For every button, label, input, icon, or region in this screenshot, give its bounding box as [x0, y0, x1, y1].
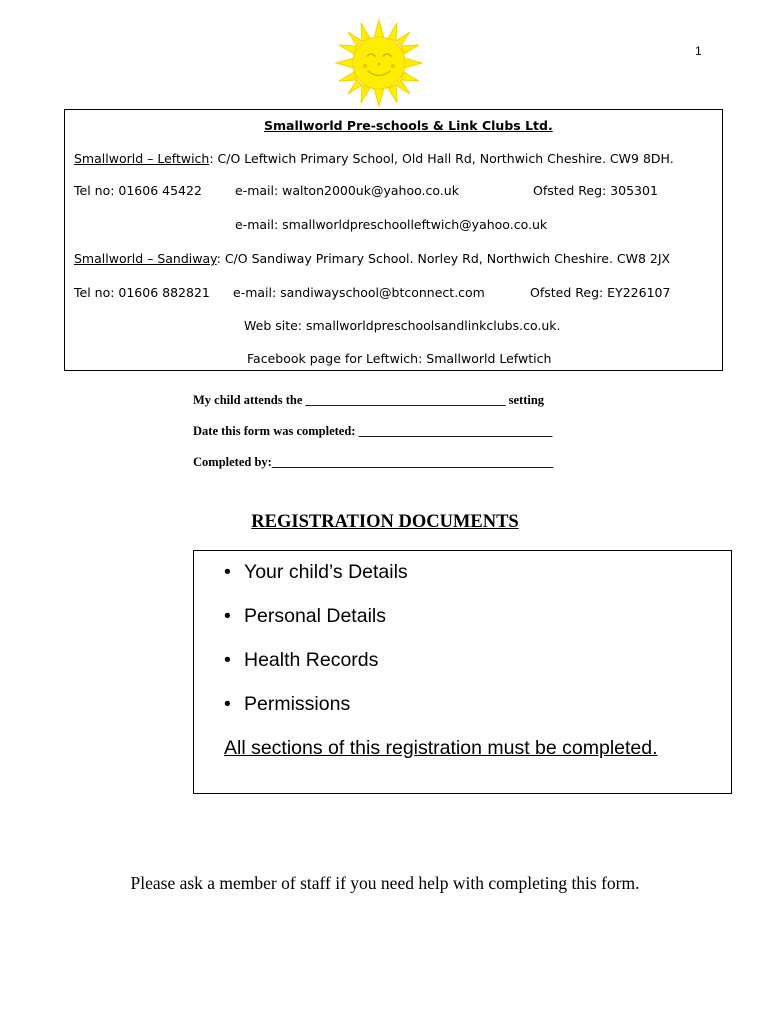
- bullet-icon: •: [224, 605, 231, 627]
- sandiway-ofsted: Ofsted Reg: EY226107: [530, 285, 671, 300]
- page-number: 1: [695, 44, 702, 58]
- contact-details-box: [64, 109, 723, 371]
- bullet-icon: •: [224, 693, 231, 715]
- list-item-label: Personal Details: [244, 605, 386, 627]
- leftwich-email-2: e-mail: smallworldpreschoolleftwich@yahoo.co.uk: [235, 217, 548, 232]
- list-item-label: Permissions: [244, 693, 351, 715]
- sandiway-tel: Tel no: 01606 882821: [74, 285, 210, 300]
- facebook-page: Facebook page for Leftwich: Smallworld Lefwtich: [247, 351, 552, 366]
- sandiway-address-line: [74, 251, 670, 266]
- date-completed-field-line[interactable]: Date this form was completed: _______________________________: [193, 424, 553, 438]
- bullet-icon: •: [224, 649, 231, 671]
- completed-by-field-line[interactable]: Completed by:_____________________________________________: [193, 455, 554, 469]
- leftwich-name: Smallworld – Leftwich: [74, 151, 210, 166]
- list-item: [224, 605, 386, 628]
- registration-documents-box: [193, 550, 732, 794]
- website: Web site: smallworldpreschoolsandlinkclubs.co.uk.: [244, 318, 561, 333]
- completion-note: All sections of this registration must be completed.: [224, 737, 658, 759]
- leftwich-ofsted: Ofsted Reg: 305301: [533, 183, 658, 198]
- sandiway-email: e-mail: sandiwayschool@btconnect.com: [233, 285, 485, 300]
- sandiway-address: : C/O Sandiway Primary School. Norley Rd, Northwich Cheshire. CW8 2JX: [216, 251, 671, 266]
- leftwich-address: : C/O Leftwich Primary School, Old Hall Rd, Northwich Cheshire. CW9 8DH.: [209, 151, 674, 166]
- sandiway-name: Smallworld – Sandiway: [74, 251, 217, 266]
- setting-field-line[interactable]: My child attends the ________________________________ setting: [193, 393, 545, 407]
- list-item-label: Health Records: [244, 649, 379, 671]
- help-note: Please ask a member of staff if you need help with completing this form.: [130, 873, 640, 893]
- list-item-label: Your child’s Details: [244, 561, 408, 583]
- list-item: [224, 693, 350, 716]
- list-item: [224, 649, 378, 672]
- bullet-icon: •: [224, 561, 231, 583]
- smiling-sun-icon: [334, 18, 424, 108]
- registration-title: REGISTRATION DOCUMENTS: [251, 512, 519, 532]
- leftwich-address-line: [74, 151, 674, 166]
- company-name: Smallworld Pre-schools & Link Clubs Ltd.: [264, 118, 553, 133]
- list-item: [224, 561, 408, 584]
- leftwich-tel: Tel no: 01606 45422: [74, 183, 202, 198]
- leftwich-email: e-mail: walton2000uk@yahoo.co.uk: [235, 183, 459, 198]
